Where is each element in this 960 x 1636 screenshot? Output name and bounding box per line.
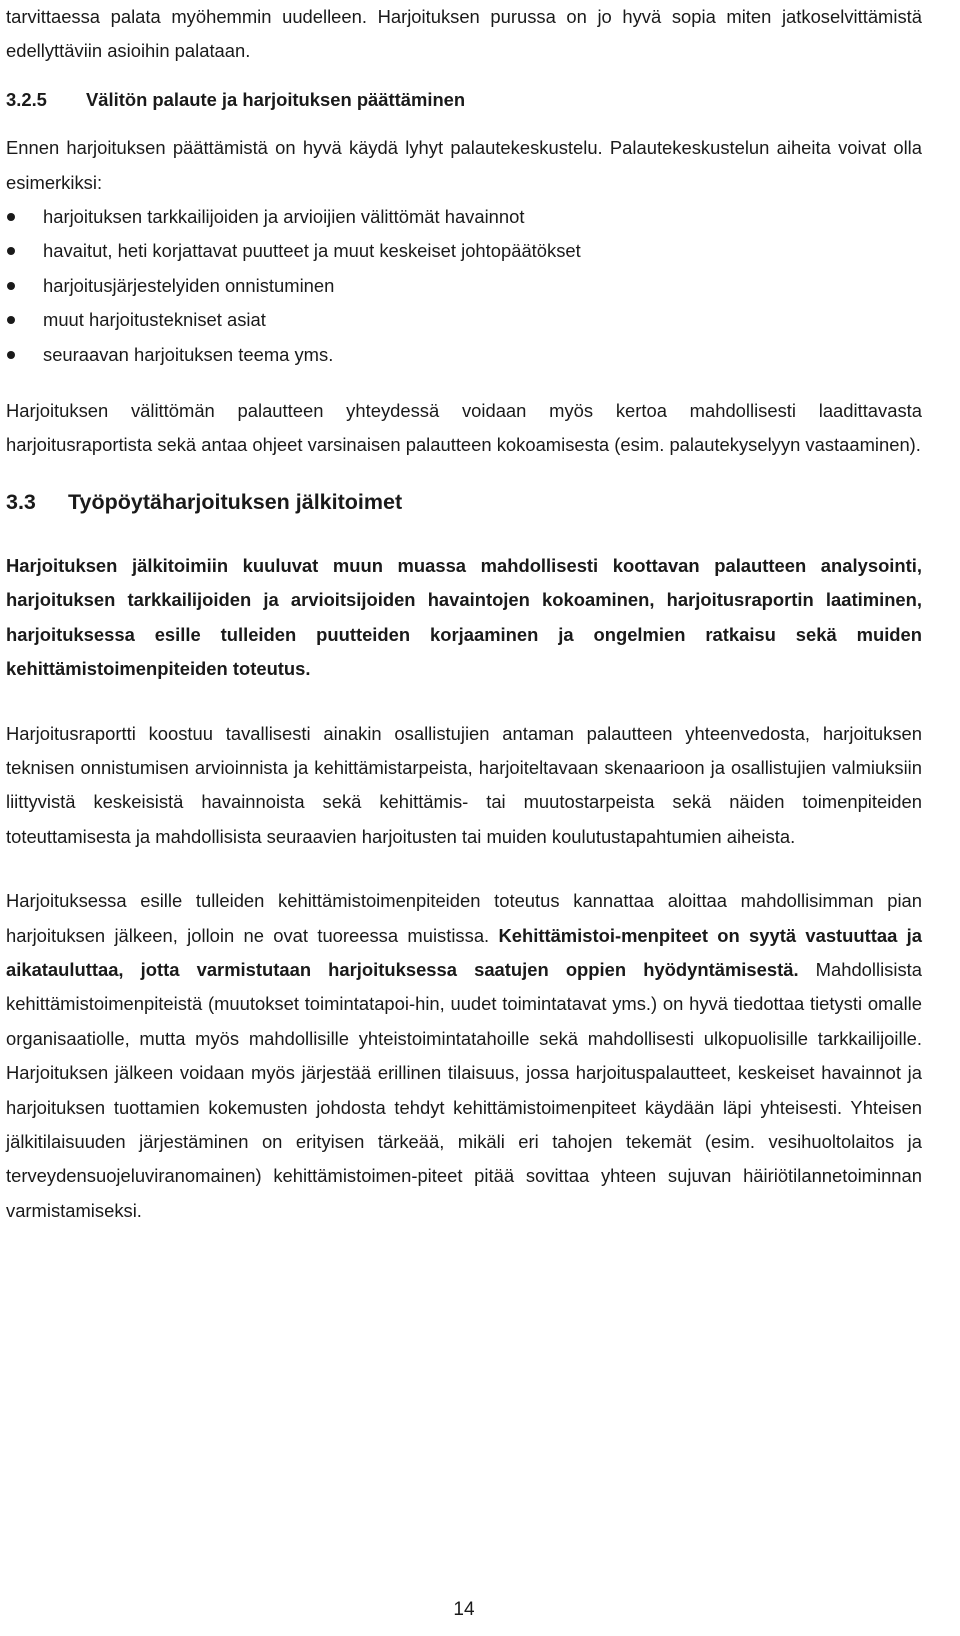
- list-item: [6, 269, 922, 303]
- list-item: [6, 303, 922, 337]
- section-heading-3-3: [6, 485, 922, 519]
- list-item-text: harjoitusjärjestelyiden onnistuminen: [43, 274, 335, 296]
- paragraph-text-start: Harjoituksessa esille tulleiden kehittämistoimenpiteiden toteutus kannattaa aloittaa mahdollisimman pian harjoituksen jälkeen, jolloin ne ovat tuoreessa muistissa.: [6, 890, 922, 946]
- bullet-icon: [7, 351, 15, 359]
- list-item: [6, 338, 922, 372]
- list-item-text: harjoituksen tarkkailijoiden ja arvioijien välittömät havainnot: [43, 206, 525, 228]
- list-item-text: muut harjoitustekniset asiat: [43, 309, 266, 331]
- list-item-text: seuraavan harjoituksen teema yms.: [43, 343, 334, 365]
- section-number: 3.3: [6, 489, 36, 514]
- list-item: [6, 200, 922, 234]
- section-title: Työpöytäharjoituksen jälkitoimet: [68, 489, 403, 514]
- bullet-icon: [7, 316, 15, 324]
- bullet-icon: [7, 282, 15, 290]
- report-paragraph: Harjoitusraportti koostuu tavallisesti ainakin osallistujien antaman palautteen yhteenvedosta, harjoituksen teknisen onnistumisen arvioinnista ja kehittämistarpeista, harjoiteltavaan skenaarioon ja osallistujien valmiuksiin liittyvistä keskeisistä havainnoista sekä kehittämis- tai muutostarpeista sekä näiden toimenpiteiden toteuttamisesta ja mahdollisista seuraavien harjoitusten tai muiden koulutustapahtumien aiheista.: [6, 722, 922, 847]
- list-item: [6, 234, 922, 268]
- feedback-after-paragraph: Harjoituksen välittömän palautteen yhteydessä voidaan myös kertoa mahdollisesti laadittavasta harjoitusraportista sekä antaa ohjeet varsinaisen palautteen kokoamisesta (esim. palautekyselyyn vastaaminen).: [6, 400, 922, 456]
- subsection-heading-3-2-5: [6, 83, 922, 117]
- document-page: [6, 0, 922, 1228]
- page-number: 14: [453, 1599, 475, 1620]
- list-item-text: havaitut, heti korjattavat puutteet ja muut keskeiset johtopäätökset: [43, 240, 581, 262]
- followup-bold-paragraph: Harjoituksen jälkitoimiin kuuluvat muun muassa mahdollisesti koottavan palautteen analysointi, harjoituksen tarkkailijoiden ja arvioitsijoiden havaintojen kokoaminen, harjoitusraportin laatiminen, harjoituksessa esille tulleiden puutteiden korjaaminen ja ongelmien ratkaisu sekä muiden kehittämistoimenpiteiden toteutus.: [6, 554, 922, 680]
- feedback-topics-list: [6, 200, 922, 372]
- bullet-icon: [7, 247, 15, 255]
- subsection-number: 3.2.5: [6, 88, 47, 110]
- subsection-title: Välitön palaute ja harjoituksen päättäminen: [86, 88, 466, 110]
- bullet-icon: [7, 213, 15, 221]
- feedback-lead-paragraph: Ennen harjoituksen päättämistä on hyvä käydä lyhyt palautekeskustelu. Palautekeskustelun aiheita voivat olla esimerkiksi:: [6, 137, 922, 193]
- paragraph-emphasis: Kehittämistoi-menpiteet on syytä vastuuttaa ja aikatauluttaa, jotta varmistutaan harjoituksessa saatujen oppien hyödyntämisestä.: [6, 924, 922, 980]
- development-measures-paragraph: [6, 884, 922, 1228]
- intro-paragraph: tarvittaessa palata myöhemmin uudelleen. Harjoituksen purussa on jo hyvä sopia miten jatkoselvittämistä edellyttäviin asioihin palataan.: [6, 6, 922, 62]
- paragraph-text-end: Mahdollisista kehittämistoimenpiteistä (muutokset toimintatapoi-hin, uudet toimintatavat yms.) on hyvä tiedottaa tietysti omalle organisaatiolle, mutta myös mahdollisille yhteistoimintatahoille sekä mahdollisesti ulkopuolisille tarkkailijoille. Harjoituksen jälkeen voidaan myös järjestää erillinen tilaisuus, jossa harjoituspalautteet, keskeiset havainnot ja harjoituksen tuottamien kokemusten johdosta tehdyt kehittämistoimenpiteet käydään läpi yhteisesti. Yhteisen jälkitilaisuuden järjestäminen on erityisen tärkeää, mikäli eri tahojen tekemät (esim. vesihuoltolaitos ja terveydensuojeluviranomainen) kehittämistoimen-piteet pitää sovittaa yhteen sujuvan häiriötilannetoiminnan varmistamiseksi.: [6, 958, 922, 1221]
